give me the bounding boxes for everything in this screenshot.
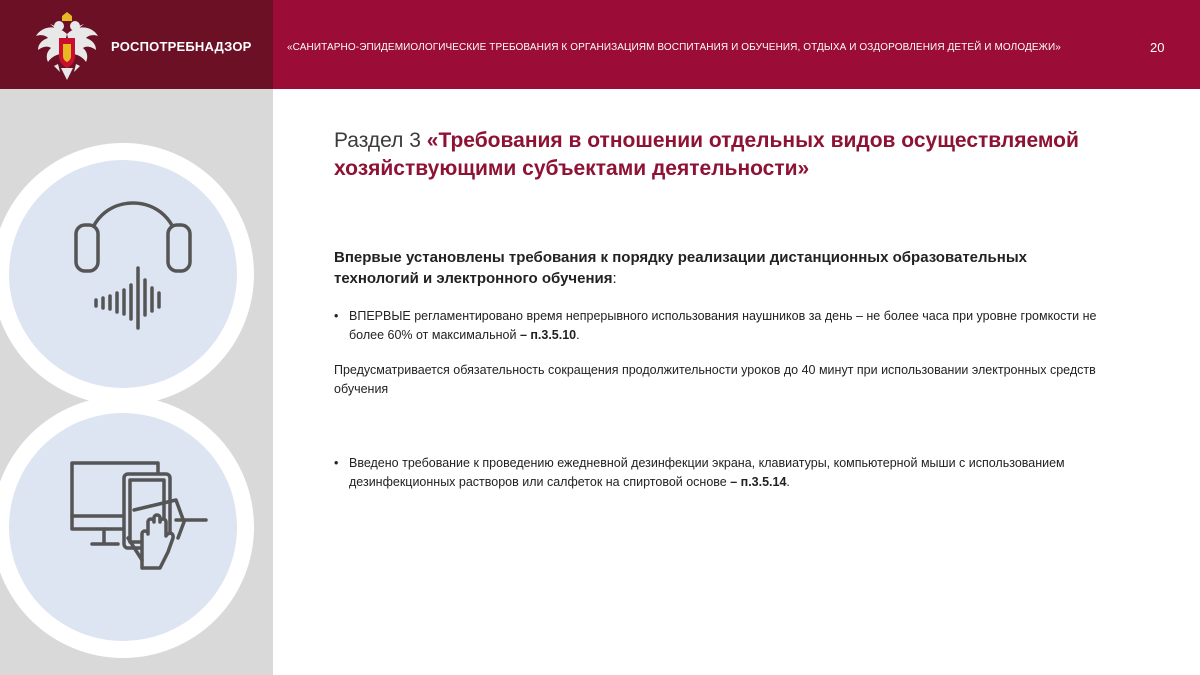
document-title: «САНИТАРНО-ЭПИДЕМИОЛОГИЧЕСКИЕ ТРЕБОВАНИЯ К ОРГАНИЗАЦИЯМ ВОСПИТАНИЯ И ОБУЧЕНИЯ, ОТДЫХА И ОЗДОРОВЛЕНИЯ ДЕТЕЙ И МОЛОДЕЖИ» bbox=[287, 42, 1061, 53]
double-headed-eagle-emblem-icon bbox=[34, 12, 100, 82]
headphones-icon bbox=[0, 143, 254, 405]
section-title-text: «Требования в отношении отдельных видов осуществляемой хозяйствующими субъектами деятельности» bbox=[334, 129, 1079, 180]
paragraph-lesson-duration: Предусматривается обязательность сокращения продолжительности уроков до 40 минут при использовании электронных средств обучения bbox=[334, 363, 1096, 396]
bullet-disinfection bbox=[334, 454, 1129, 492]
section-prefix: Раздел 3 bbox=[334, 129, 427, 152]
page-number: 20 bbox=[1150, 40, 1165, 55]
org-name: РОСПОТРЕБНАДЗОР bbox=[111, 39, 252, 54]
intro-colon: : bbox=[612, 270, 617, 287]
intro-text: Впервые установлены требования к порядку реализации дистанционных образовательных технологий и электронного обучения bbox=[334, 249, 1027, 287]
computer-cleaning-icon bbox=[0, 396, 254, 658]
bullet-marker: • bbox=[334, 309, 339, 323]
bullet1-text: ВПЕРВЫЕ регламентировано время непрерывного использования наушников за день – не более часа при уровне громкости не более 60% от максимальной bbox=[349, 309, 1097, 342]
bullet1-end: . bbox=[576, 328, 580, 342]
bullet-headphones bbox=[334, 307, 1129, 345]
bullet2-text: Введено требование к проведению ежедневной дезинфекции экрана, клавиатуры, компьютерной мыши с использованием дезинфекционных растворов или салфеток на спиртовой основе bbox=[349, 456, 1065, 489]
computer-cleaning-circle bbox=[0, 396, 254, 658]
headphones-circle bbox=[0, 143, 254, 405]
bullet1-reference: – п.3.5.10 bbox=[519, 328, 577, 342]
intro-heading bbox=[334, 247, 1094, 289]
bullet-marker: • bbox=[334, 456, 339, 470]
header-brand-block bbox=[0, 0, 273, 89]
bullet2-reference: – п.3.5.14 bbox=[730, 475, 787, 489]
section-title bbox=[334, 127, 1114, 183]
bullet2-end: . bbox=[786, 475, 790, 489]
